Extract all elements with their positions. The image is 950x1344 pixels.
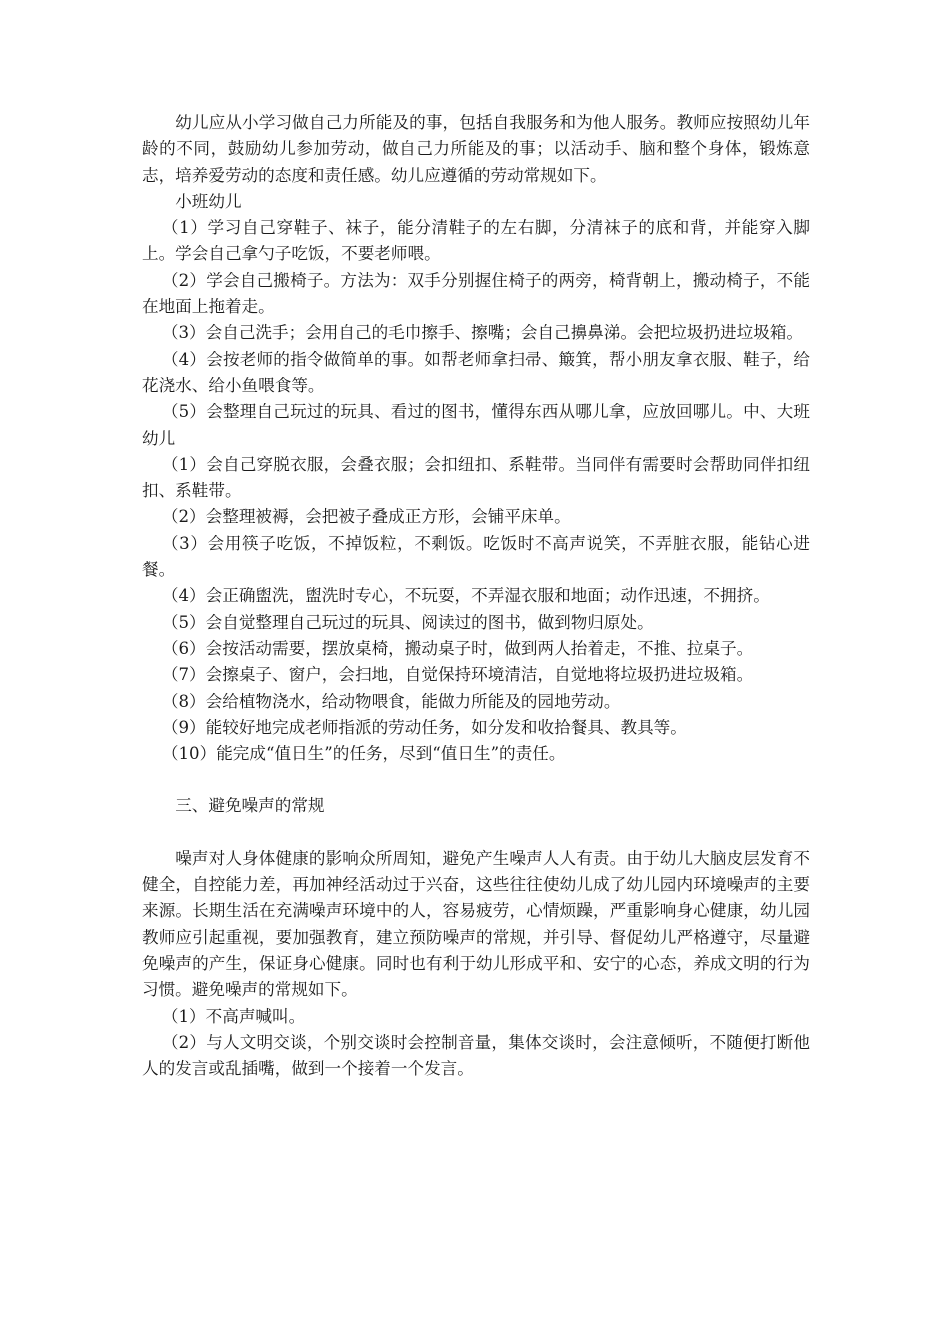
intro-paragraph: 幼儿应从小学习做自己力所能及的事，包括自我服务和为他人服务。教师应按照幼儿年龄的不同，鼓励幼儿参加劳动，做自己力所能及的事；以活动手、脑和整个身体，锻炼意志，培养爱劳动的态度和责任感。幼儿应遵循的劳动常规如下。 [142,113,810,185]
paragraph-gap [142,767,810,793]
list-item: （2）学会自己搬椅子。方法为：双手分别握住椅子的两旁，椅背朝上，搬动椅子，不能在地面上拖着走。 [142,270,810,317]
paragraph-gap [142,820,810,846]
list-item: （4）会按老师的指令做简单的事。如帮老师拿扫帚、簸箕，帮小朋友拿衣服、鞋子，给花浇水、给小鱼喂食等。 [142,349,810,395]
list-item: （5）会自觉整理自己玩过的玩具、阅读过的图书，做到物归原处。 [161,612,654,632]
list-item: （7）会擦桌子、窗户，会扫地，自觉保持环境清洁，自觉地将垃圾扔进垃圾箱。 [161,665,754,685]
section-heading: 三、避免噪声的常规 [175,796,325,816]
list-item: （5）会整理自己玩过的玩具、看过的图书，懂得东西从哪儿拿，应放回哪儿。中、大班幼儿 [142,402,810,448]
list-item: （6）会按活动需要，摆放桌椅，搬动桌子时，做到两人抬着走，不推、拉桌子。 [161,638,754,658]
list-item: （3）会自己洗手；会用自己的毛巾擦手、擦嘴；会自己擤鼻涕。会把垃圾扔进垃圾箱。 [161,323,804,343]
list-item: （1）学习自己穿鞋子、袜子，能分清鞋子的左右脚，分清袜子的底和背，并能穿入脚上。学会自己拿勺子吃饭，不要老师喂。 [142,218,810,264]
list-item: （10）能完成“值日生”的任务，尽到“值日生”的责任。 [161,744,566,764]
section-intro-paragraph: 噪声对人身体健康的影响众所周知，避免产生噪声人人有责。由于幼儿大脑皮层发育不健全，自控能力差，再加神经活动过于兴奋，这些往往使幼儿成了幼儿园内环境噪声的主要来源。长期生活在充满噪声环境中的人，容易疲劳，心情烦躁，严重影响身心健康，幼儿园教师应引起重视，要加强教育，建立预防噪声的常规，并引导、督促幼儿严格遵守，尽量避免噪声的产生，保证身心健康。同时也有利于幼儿形成平和、安宁的心态，养成文明的行为习惯。避免噪声的常规如下。 [142,848,810,1000]
list-item: （2）会整理被褥，会把被子叠成正方形，会铺平床单。 [161,507,571,527]
list-item: （3）会用筷子吃饭，不掉饭粒，不剩饭。吃饭时不高声说笑，不弄脏衣服，能钻心进餐。 [142,533,810,580]
list-item: （9）能较好地完成老师指派的劳动任务，如分发和收拾餐具、教具等。 [161,717,687,737]
list-item: （4）会正确盥洗，盥洗时专心，不玩耍，不弄湿衣服和地面；动作迅速，不拥挤。 [161,586,770,606]
list-item: （2）与人文明交谈，个别交谈时会控制音量，集体交谈时，会注意倾听，不随便打断他人的发言或乱插嘴，做到一个接着一个发言。 [142,1032,810,1079]
list-item: （1）不高声喊叫。 [161,1006,306,1026]
small-class-heading: 小班幼儿 [175,191,242,211]
document-page [142,110,810,1082]
list-item: （1）会自己穿脱衣服，会叠衣服；会扣纽扣、系鞋带。当同伴有需要时会帮助同伴扣纽扣、系鞋带。 [142,454,810,501]
list-item: （8）会给植物浇水，给动物喂食，能做力所能及的园地劳动。 [161,691,621,711]
